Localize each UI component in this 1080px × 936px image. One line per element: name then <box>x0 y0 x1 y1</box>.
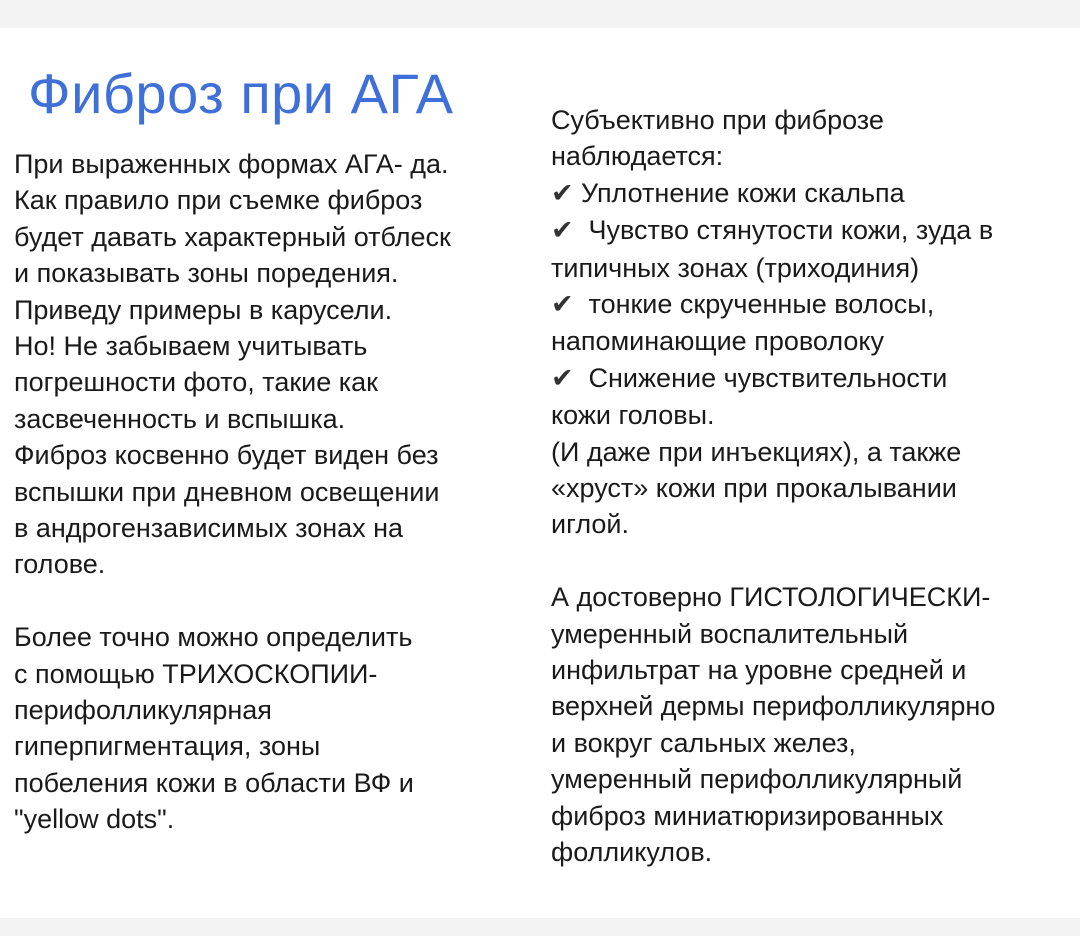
text-line: перифолликулярная <box>14 695 272 726</box>
text-line: умеренный воспалительный <box>551 618 909 649</box>
right-paragraph-cont <box>551 434 1071 543</box>
text-line: А достоверно ГИСТОЛОГИЧЕСКИ- <box>551 582 991 613</box>
checklist-item-text: тонкие скрученные волосы, <box>581 289 935 320</box>
paragraph-spacer <box>551 543 1071 579</box>
text-line: Более точно можно определить <box>14 622 413 653</box>
text-line: "yellow dots". <box>14 804 175 835</box>
checklist-item <box>551 286 1071 323</box>
text-line: вспышки при дневном освещении <box>14 476 440 507</box>
text-line: Фиброз косвенно будет виден без <box>14 440 439 471</box>
checkmark-icon: ✔ <box>551 177 574 209</box>
text-line: инфильтрат на уровне средней и <box>551 655 967 686</box>
text-line: «хруст» кожи при прокалывании <box>551 473 957 504</box>
text-line: и вокруг сальных желез, <box>551 727 856 758</box>
checkmark-icon: ✔ <box>551 362 574 394</box>
right-intro <box>551 102 1071 175</box>
text-line: Приведу примеры в карусели. <box>14 294 393 325</box>
right-column <box>551 102 1071 871</box>
text-line: фолликулов. <box>551 837 713 868</box>
checklist-item-text: Уплотнение кожи скальпа <box>581 177 905 208</box>
text-line: фиброз миниатюризированных <box>551 800 944 831</box>
text-line: наблюдается: <box>551 141 724 172</box>
left-paragraph-1 <box>14 146 524 583</box>
page-title: Фиброз при АГА <box>28 62 454 125</box>
text-line: засвеченность и вспышка. <box>14 403 346 434</box>
checklist-item-text: Снижение чувствительности <box>581 362 948 393</box>
checklist-item-continuation: напоминающие проволоку <box>551 326 885 357</box>
text-line: гиперпигментация, зоны <box>14 731 321 762</box>
text-line: При выраженных формах АГА- да. <box>14 149 449 179</box>
checklist-item <box>551 360 1071 397</box>
text-line: в андрогензависимых зонах на <box>14 513 404 544</box>
text-line: Субъективно при фиброзе <box>551 105 884 135</box>
checklist-item <box>551 212 1071 249</box>
text-line: погрешности фото, такие как <box>14 367 378 398</box>
text-line: будет давать характерный отблеск <box>14 221 451 252</box>
checklist-item-continuation: типичных зонах (триходиния) <box>551 252 920 283</box>
text-line: Но! Не забываем учитывать <box>14 331 368 362</box>
checklist-item-text: Чувство стянутости кожи, зуда в <box>581 215 994 246</box>
text-line: (И даже при инъекциях), а также <box>551 436 962 467</box>
left-column <box>14 146 524 838</box>
text-line: и показывать зоны поредения. <box>14 258 399 289</box>
left-paragraph-2 <box>14 619 524 837</box>
checklist-item <box>551 175 1071 212</box>
text-line: иглой. <box>551 509 629 540</box>
checkmark-icon: ✔ <box>551 215 574 247</box>
text-line: с помощью ТРИХОСКОПИИ- <box>14 658 378 689</box>
paragraph-spacer <box>14 583 524 619</box>
right-paragraph-2 <box>551 579 1071 870</box>
text-line: умеренный перифолликулярный <box>551 764 963 795</box>
text-line: побеления кожи в области ВФ и <box>14 767 414 798</box>
text-line: Как правило при съемке фиброз <box>14 185 423 216</box>
symptom-checklist <box>551 175 1071 434</box>
slide-page <box>0 28 1080 918</box>
text-line: верхней дермы перифолликулярно <box>551 691 996 722</box>
text-line: голове. <box>14 549 106 580</box>
checkmark-icon: ✔ <box>551 289 574 321</box>
checklist-item-continuation: кожи головы. <box>551 400 715 431</box>
